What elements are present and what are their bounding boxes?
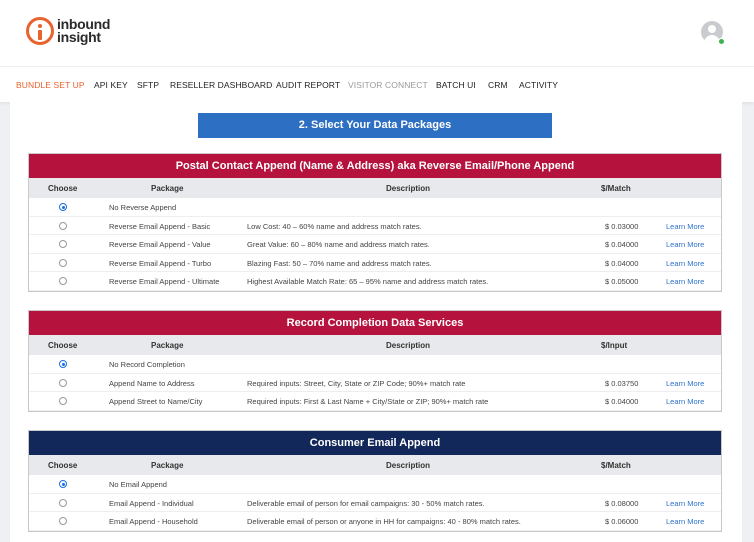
package-description: Required inputs: First & Last Name + City/State or ZIP; 90%+ match rate (247, 397, 489, 406)
nav-api-key[interactable]: API KEY (94, 80, 128, 90)
section-title: Postal Contact Append (Name & Address) aka Reverse Email/Phone Append (29, 154, 721, 178)
nav-sftp[interactable]: SFTP (137, 80, 160, 90)
package-section (28, 310, 722, 412)
nav-audit-report[interactable]: AUDIT REPORT (276, 80, 341, 90)
table-row (29, 198, 721, 217)
package-price: $ 0.04000 (605, 397, 639, 406)
nav-visitor-connect[interactable]: VISITOR CONNECT (348, 80, 428, 90)
column-header-row (29, 335, 721, 355)
package-name: Append Street to Name/City (109, 397, 203, 406)
package-name: Append Name to Address (109, 378, 195, 388)
nav-bundle-set-up[interactable]: BUNDLE SET UP (16, 80, 85, 90)
package-radio[interactable] (59, 277, 67, 285)
column-header-choose: Choose (48, 184, 78, 193)
package-name: Reverse Email Append - Basic (109, 221, 211, 231)
package-section (28, 153, 722, 292)
column-header-choose: Choose (48, 461, 78, 470)
nav-activity[interactable]: ACTIVITY (519, 80, 559, 90)
package-description: Deliverable email of person or anyone in HH for campaigns: 40 - 80% match rates. (247, 517, 521, 526)
step-title: 2. Select Your Data Packages (198, 113, 552, 138)
package-price: $ 0.05000 (605, 277, 639, 286)
package-name: Reverse Email Append - Value (109, 240, 211, 249)
column-header-description: Description (386, 461, 431, 470)
table-row (29, 272, 721, 291)
brand-name (57, 18, 110, 44)
column-header-description: Description (386, 184, 431, 193)
column-header-row (29, 455, 721, 475)
section-title: Record Completion Data Services (29, 311, 721, 335)
package-price: $ 0.06000 (605, 517, 639, 526)
table-row (29, 254, 721, 273)
column-header-choose: Choose (48, 341, 78, 350)
package-description: Deliverable email of person for email campaigns: 30 - 50% match rates. (247, 498, 485, 508)
package-radio[interactable] (59, 360, 67, 368)
learn-more-link[interactable]: Learn More (666, 277, 705, 286)
table-row (29, 355, 721, 374)
column-header-package: Package (151, 184, 184, 193)
package-radio[interactable] (59, 240, 67, 248)
main-nav (0, 66, 754, 102)
package-radio[interactable] (59, 259, 67, 267)
brand-line-1: inbound (57, 16, 111, 32)
brand-logo[interactable] (26, 17, 110, 45)
package-description: Highest Available Match Rate: 65 – 95% name and address match rates. (247, 277, 489, 286)
column-header-package: Package (151, 341, 184, 350)
learn-more-link[interactable]: Learn More (666, 258, 705, 268)
package-price: $ 0.03000 (605, 221, 639, 231)
package-radio[interactable] (59, 480, 67, 488)
top-header (0, 0, 754, 66)
table-row (29, 374, 721, 393)
learn-more-link[interactable]: Learn More (666, 498, 705, 508)
table-row (29, 512, 721, 531)
package-price: $ 0.08000 (605, 498, 639, 508)
package-description: Low Cost: 40 – 60% name and address match rates. (247, 221, 422, 231)
table-row (29, 392, 721, 411)
package-radio[interactable] (59, 222, 67, 230)
nav-reseller-dashboard[interactable]: RESELLER DASHBOARD (170, 80, 273, 90)
package-price: $ 0.03750 (605, 378, 639, 388)
learn-more-link[interactable]: Learn More (666, 240, 705, 249)
column-header-price: $/Match (601, 184, 631, 193)
table-row (29, 494, 721, 513)
package-name: Email Append - Household (109, 517, 198, 526)
package-name: No Email Append (109, 480, 167, 489)
column-header-description: Description (386, 341, 431, 350)
package-name: No Reverse Append (109, 203, 177, 212)
section-title: Consumer Email Append (29, 431, 721, 455)
package-radio[interactable] (59, 397, 67, 405)
learn-more-link[interactable]: Learn More (666, 378, 705, 388)
package-price: $ 0.04000 (605, 258, 639, 268)
package-section (28, 430, 722, 532)
package-description: Great Value: 60 – 80% name and address match rates. (247, 240, 430, 249)
learn-more-link[interactable]: Learn More (666, 397, 705, 406)
table-row (29, 235, 721, 254)
column-header-price: $/Match (601, 461, 631, 470)
package-radio[interactable] (59, 203, 67, 211)
table-row (29, 217, 721, 236)
package-radio[interactable] (59, 379, 67, 387)
brand-line-2: insight (57, 29, 101, 45)
table-row (29, 475, 721, 494)
package-name: Reverse Email Append - Ultimate (109, 277, 220, 286)
column-header-package: Package (151, 461, 184, 470)
package-description: Blazing Fast: 50 – 70% name and address match rates. (247, 258, 432, 268)
learn-more-link[interactable]: Learn More (666, 517, 705, 526)
package-description: Required inputs: Street, City, State or ZIP Code; 90%+ match rate (247, 378, 466, 388)
learn-more-link[interactable]: Learn More (666, 221, 705, 231)
package-name: Reverse Email Append - Turbo (109, 258, 212, 268)
info-icon (26, 17, 54, 45)
package-price: $ 0.04000 (605, 240, 639, 249)
nav-crm[interactable]: CRM (488, 80, 508, 90)
package-name: Email Append - Individual (109, 498, 194, 508)
package-name: No Record Completion (109, 360, 185, 369)
package-radio[interactable] (59, 517, 67, 525)
nav-batch-ui[interactable]: BATCH UI (436, 80, 476, 90)
column-header-price: $/Input (601, 341, 628, 350)
package-radio[interactable] (59, 499, 67, 507)
column-header-row (29, 178, 721, 198)
online-status-icon (718, 38, 725, 45)
